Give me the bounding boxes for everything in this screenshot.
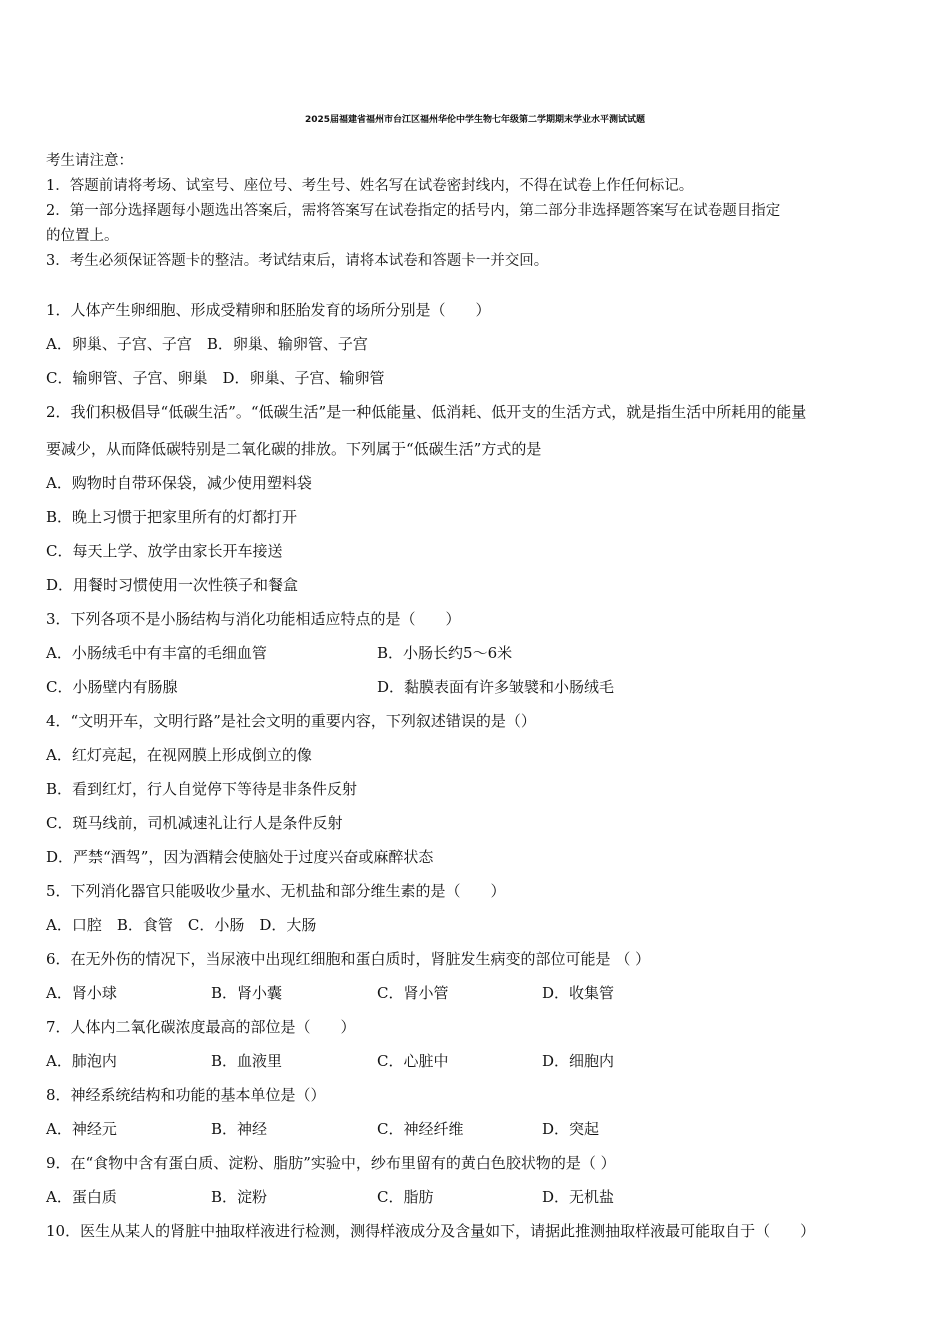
question-option: B．淀粉 [211,1188,268,1206]
question-option: A．神经元 [46,1120,117,1138]
question-option: C．肾小管 [377,984,449,1002]
question-option: A．肺泡内 [46,1052,117,1070]
question-option: A．购物时自带环保袋，减少使用塑料袋 [46,474,312,492]
question-stem: 3．下列各项不是小肠结构与消化功能相适应特点的是（ ） [46,610,461,628]
question-option: D．严禁“酒驾”，因为酒精会使脑处于过度兴奋或麻醉状态 [46,848,434,866]
question-option: D．细胞内 [542,1052,615,1070]
question-option: A．口腔 B．食管 C．小肠 D．大肠 [46,916,317,934]
question-option: A．红灯亮起，在视网膜上形成倒立的像 [46,746,312,764]
question-stem: 5．下列消化器官只能吸收少量水、无机盐和部分维生素的是（ ） [46,882,506,900]
question-option: C．神经纤维 [377,1120,464,1138]
question-option: A．小肠绒毛中有丰富的毛细血管 [46,644,267,662]
question-stem: 10．医生从某人的肾脏中抽取样液进行检测，测得样液成分及含量如下，请据此推测抽取样液最可能取自于（ ） [46,1222,816,1240]
question-option: B．看到红灯，行人自觉停下等待是非条件反射 [46,780,358,798]
question-option: C．心脏中 [377,1052,449,1070]
notice-item: 3．考生必须保证答题卡的整洁。考试结束后，请将本试卷和答题卡一并交回。 [46,253,549,269]
question-option: B．小肠长约5～6米 [377,644,513,662]
question-stem: 8．神经系统结构和功能的基本单位是（） [46,1086,326,1104]
question-option: D．突起 [542,1120,600,1138]
question-option: D．收集管 [542,984,615,1002]
question-option: B．晚上习惯于把家里所有的灯都打开 [46,508,298,526]
question-option: B．神经 [211,1120,268,1138]
question-option: D．用餐时习惯使用一次性筷子和餐盒 [46,576,299,594]
question-option: D．无机盐 [542,1188,615,1206]
notice-heading: 考生请注意： [46,153,133,169]
question-option: A．蛋白质 [46,1188,117,1206]
question-stem: 7．人体内二氧化碳浓度最高的部位是（ ） [46,1018,356,1036]
question-stem: 2．我们积极倡导“低碳生活”。“低碳生活”是一种低能量、低消耗、低开支的生活方式，就是指生活中所耗用的能量 [46,403,807,421]
question-option: C．输卵管、子宫、卵巢 D．卵巢、子宫、输卵管 [46,369,385,387]
question-option: C．斑马线前，司机减速礼让行人是条件反射 [46,814,343,832]
question-stem: 1．人体产生卵细胞、形成受精卵和胚胎发育的场所分别是（ ） [46,301,491,319]
question-stem-continued: 要减少，从而降低碳特别是二氧化碳的排放。下列属于“低碳生活”方式的是 [46,440,542,458]
question-option: A．卵巢、子宫、子宫 B．卵巢、输卵管、子宫 [46,335,368,353]
question-option: C．每天上学、放学由家长开车接送 [46,542,283,560]
question-option: D．黏膜表面有许多皱襞和小肠绒毛 [377,678,615,696]
page-title: 2025届福建省福州市台江区福州华伦中学生物七年级第二学期期末学业水平测试试题 [304,115,646,125]
question-option: B．血液里 [211,1052,283,1070]
question-option: B．肾小囊 [211,984,283,1002]
question-option: C．小肠壁内有肠腺 [46,678,178,696]
question-stem: 6．在无外伤的情况下，当尿液中出现红细胞和蛋白质时，肾脏发生病变的部位可能是 （ ） [46,950,651,968]
question-stem: 9．在“食物中含有蛋白质、淀粉、脂肪”实验中，纱布里留有的黄白色胶状物的是（ ） [46,1154,616,1172]
question-option: C．脂肪 [377,1188,434,1206]
notice-item: 2．第一部分选择题每小题选出答案后，需将答案写在试卷指定的括号内，第二部分非选择题答案写在试卷题目指定 [46,203,781,219]
question-stem: 4．“文明开车，文明行路”是社会文明的重要内容，下列叙述错误的是（） [46,712,536,730]
notice-item: 的位置上。 [46,228,119,244]
question-option: A．肾小球 [46,984,117,1002]
notice-item: 1．答题前请将考场、试室号、座位号、考生号、姓名写在试卷密封线内，不得在试卷上作任何标记。 [46,178,694,194]
